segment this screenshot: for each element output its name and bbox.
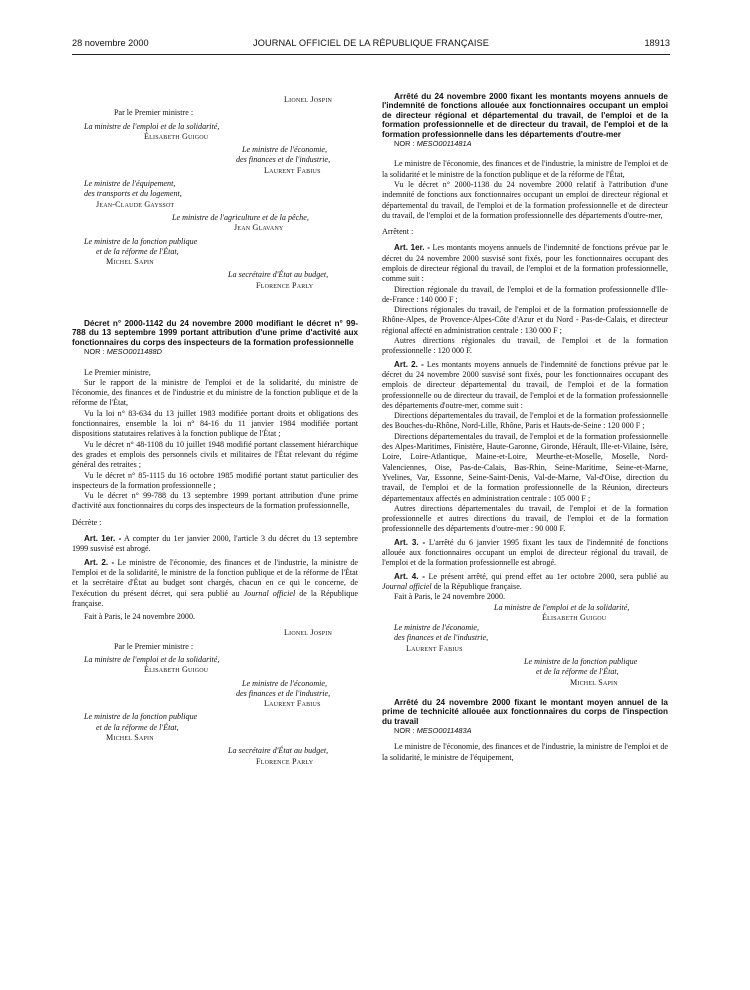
signatory-title: des finances et de l'industrie, [236, 155, 331, 165]
signature-block-right [382, 603, 668, 688]
paragraph: Le ministre de l'économie, des finances et de l'industrie, la ministre de l'emploi et de la solidarité et le ministre de la fonction publique et de la réforme de l'État, [382, 159, 668, 179]
paragraph: Vu le décret n° 2000-1138 du 24 novembre 2000 relatif à l'attribution d'une indemnité de fonctions aux fonctionnaires occupant un emploi de directeur régional et départemental du travail, de l'emploi et de la formation professionnelle et de directeur du travail, de l'emploi et de la formation professionnelle des départements d'outre-mer, [382, 179, 668, 220]
article-1 [72, 534, 358, 555]
signatory-name: Michel Sapin [570, 677, 618, 687]
article-label: Art. 4. - [394, 571, 425, 581]
paragraph: Le ministre de l'économie, des finances et de l'industrie, la ministre de l'emploi et de la solidarité, le ministre de l'équipement, [382, 742, 668, 762]
article-text: de la République française. [433, 581, 522, 591]
list-item: Direction régionale du travail, de l'emploi et de la formation professionnelle d'Ile-de-France : 140 000 F ; [382, 284, 668, 304]
signatory-title: Le ministre de la fonction publique [524, 656, 638, 666]
article-3 [382, 538, 668, 569]
article-label: Art. 3. - [394, 537, 426, 547]
article-label: Art. 2. - [84, 557, 115, 567]
signatory-title: Le ministre de l'agriculture et de la pêche, [172, 212, 309, 222]
signatory-title: La ministre de l'emploi et de la solidarité, [494, 602, 630, 612]
signatory-name: Laurent Fabius [406, 643, 463, 653]
journal-reference: Journal officiel [243, 588, 296, 598]
left-column [72, 95, 358, 767]
right-column [382, 92, 668, 763]
paragraph: Le Premier ministre, [84, 367, 151, 377]
signatory-name: Laurent Fabius [264, 165, 321, 175]
nor-label: NOR : [84, 347, 105, 357]
article-text: Le présent arrêté, qui prend effet au 1er octobre 2000, sera publié au [428, 571, 668, 581]
signatory-title: Le ministre de l'économie, [394, 623, 480, 633]
decret-title: Décret n° 2000-1142 du 24 novembre 2000 modifiant le décret n° 99-788 du 13 septembre 1999 portant attribution d'une prime d'activité aux fonctionnaires du corps des inspecteurs de la formation professionnelle [72, 319, 358, 347]
header-page-number: 18913 [644, 38, 670, 48]
fait-line: Fait à Paris, le 24 novembre 2000. [394, 592, 506, 602]
list-item: Directions régionales du travail, de l'emploi et de la formation professionnelle de Rhône-Alpes, de Provence-Alpes-Côte d'Azur et du Nord - Pas-de-Calais, et directeur régional affecté en administration centrale : 130 000 F ; [382, 305, 668, 335]
article-text: Le ministre de l'économie, des finances et de l'industrie, la ministre de l'emploi et de la solidarité, le ministre de la fonction publique et de la réforme de l'État et la secrétaire d'État au budget sont chargés, chacun en ce qui le concerne, de l'exécution du présent décret, qui sera publié au [72, 557, 358, 598]
signatory-title: Le ministre de l'économie, [242, 678, 328, 688]
signatory-name: Florence Parly [256, 756, 314, 766]
nor-label: NOR : [394, 139, 415, 149]
signatory-name: Lionel Jospin [284, 95, 333, 104]
article-text: L'arrêté du 6 janvier 1995 fixant les taux de l'indemnité de fonctions allouée aux fonctionnaires occupant un emploi de directeur régional du travail, de l'emploi et de la formation professionnelle est abrogé. [382, 537, 668, 568]
header-rule [72, 54, 670, 55]
article-text: Les montants moyens annuels de l'indemnité de fonctions prévue par le décret du 24 novembre 2000 susvisé sont fixés, pour les fonctionnaires occupant des emplois de directeur régional du travail, de l'emploi et de la formation professionnelle, comme suit : [382, 243, 668, 284]
paragraph: Vu le décret n° 85-1115 du 16 octobre 1985 modifié portant statut particulier des inspecteurs de la formation professionnelle ; [72, 470, 358, 490]
signatory-title: et de la réforme de l'État, [96, 246, 179, 256]
fait-line: Fait à Paris, le 24 novembre 2000. [84, 612, 196, 622]
signatory-name: Jean Glavany [234, 223, 284, 233]
paragraph: Vu la loi n° 83-634 du 13 juillet 1983 modifiée portant droits et obligations des fonctionnaires, ensemble la loi n° 84-16 du 11 janvier 1984 modifiée portant dispositions statutaires relatives à la fonction publique de l'État ; [72, 408, 358, 439]
signatory-title: Le ministre de l'économie, [242, 145, 328, 155]
decrete-heading: Décrète : [72, 517, 102, 527]
nor-code: MESO0011481A [416, 139, 472, 149]
signatory-name: Jean-Claude Gayssot [96, 199, 175, 209]
article-text: Les montants moyens annuels de l'indemnité de fonctions prévue par le décret du 24 novembre 2000 susvisé sont fixés, pour les fonctionnaires occupant des emplois de directeur départemental du travail, de l'emploi et de la formation professionnelle ou de directeur du travail, de l'emploi et de la formation professionnelle des départements d'outre-mer, comme suit : [382, 359, 669, 410]
article-text: A compter du 1er janvier 2000, l'article 3 du décret du 13 septembre 1999 susvisé est abrogé. [72, 534, 359, 554]
signatory-title: La ministre de l'emploi et de la solidarité, [84, 654, 220, 664]
decret-nor [72, 347, 358, 357]
article-1 [382, 243, 668, 284]
paragraph: Vu le décret n° 48-1108 du 10 juillet 1948 modifié portant classement hiérarchique des grades et emplois des personnels civils et militaires de l'État relevant du régime général des retraites ; [72, 439, 358, 470]
signatory-name: Laurent Fabius [264, 699, 321, 709]
signature-block-top [72, 95, 358, 291]
signature-line: Par le Premier ministre : [114, 108, 194, 118]
signatory-title: des finances et de l'industrie, [394, 633, 489, 643]
article-label: Art. 1er. - [394, 243, 430, 253]
header-journal-title: JOURNAL OFFICIEL DE LA RÉPUBLIQUE FRANÇAISE [253, 38, 489, 48]
signatory-title: Le ministre de la fonction publique [84, 236, 198, 246]
signatory-name: Florence Parly [256, 280, 314, 290]
signatory-title: et de la réforme de l'État, [536, 667, 619, 677]
signatory-name: Élisabeth Guigou [144, 665, 209, 675]
signatory-title: La secrétaire d'État au budget, [228, 746, 329, 756]
list-item: Directions départementales du travail, de l'emploi et de la formation professionnelle des Bouches-du-Rhône, Nord-Lille, Rhône, Paris et Hauts-de-Seine : 120 000 F ; [382, 411, 668, 431]
signature-line: Par le Premier ministre : [114, 641, 194, 651]
journal-reference: Journal officiel [382, 581, 432, 591]
article-text: de la République française. [72, 588, 358, 608]
arrete-nor [382, 139, 668, 149]
signatory-name: Lionel Jospin [284, 628, 333, 638]
signatory-title: des finances et de l'industrie, [236, 688, 331, 698]
signatory-title: et de la réforme de l'État, [96, 722, 179, 732]
list-item: Directions départementales du travail, de l'emploi et de la formation professionnelle des Alpes-Maritimes, Finistère, Haute-Garonne, Gironde, Hérault, Ille-et-Vilaine, Isère, Loire, Loire-Atlantique, Maine-et-Loire, Meurthe-et-Moselle, Moselle, Nord-Valenciennes, Oise, Pas-de-Calais, Bas-Rhin, Seine-Maritime, Seine-et-Marne, Yvelines, Var, Essonne, Seine-Saint-Denis, Val-de-Marne, Val-d'Oise, direction du travail, de l'emploi et de la formation professionnelle de la Réunion, directeurs départementaux affectés en administration centrale : 105 000 F ; [382, 431, 668, 503]
list-item: Autres directions départementales du travail, de l'emploi et de la formation professionnelle et autres directions du travail, de l'emploi et de la formation professionnelle des départements d'outre-mer : 90 000 F. [382, 503, 668, 534]
nor-code: MESO0011483A [416, 726, 472, 736]
arrete-title-2: Arrêté du 24 novembre 2000 fixant le montant moyen annuel de la prime de technicité allouée aux fonctionnaires du corps de l'inspection du travail [382, 697, 668, 726]
signatory-title: des transports et du logement, [84, 189, 182, 199]
article-label: Art. 1er. - [84, 534, 122, 544]
signatory-name: Élisabeth Guigou [144, 131, 209, 141]
signatory-name: Michel Sapin [106, 257, 154, 267]
article-2 [382, 360, 668, 411]
arretent-heading: Arrêtent : [382, 227, 414, 237]
signatory-title: Le ministre de la fonction publique [84, 712, 198, 722]
nor-label: NOR : [394, 726, 415, 736]
signatory-name: Michel Sapin [106, 733, 154, 743]
signatory-name: Élisabeth Guigou [542, 612, 607, 622]
paragraph: Sur le rapport de la ministre de l'emploi et de la solidarité, du ministre de l'économie, des finances et de l'industrie et du ministre de la fonction publique et de la réforme de l'État, [72, 377, 358, 408]
list-item: Autres directions régionales du travail, de l'emploi et de la formation professionnelle : 120 000 F. [382, 336, 668, 356]
header-date: 28 novembre 2000 [72, 38, 149, 48]
signature-block-bottom [72, 628, 358, 767]
nor-code: MESO0011488D [106, 347, 162, 357]
article-2 [72, 558, 358, 609]
paragraph: Vu le décret n° 99-788 du 13 septembre 1999 portant attribution d'une prime d'activité aux fonctionnaires du corps des inspecteurs de la formation professionnelle, [72, 491, 358, 511]
page-header [72, 38, 670, 52]
signatory-title: Le ministre de l'équipement, [84, 179, 176, 189]
arrete-nor-2 [382, 726, 668, 736]
signatory-title: La ministre de l'emploi et de la solidarité, [84, 121, 220, 131]
signatory-title: La secrétaire d'État au budget, [228, 270, 329, 280]
article-4 [382, 572, 668, 593]
arrete-title: Arrêté du 24 novembre 2000 fixant les montants moyens annuels de l'indemnité de fonctions allouée aux fonctionnaires occupant un emploi de directeur régional et départemental du travail, de l'emploi et de la formation professionnelle et de directeur du travail, de l'emploi et de la formation professionnelle dans les départements d'outre-mer [382, 92, 668, 139]
article-label: Art. 2. - [394, 359, 424, 369]
